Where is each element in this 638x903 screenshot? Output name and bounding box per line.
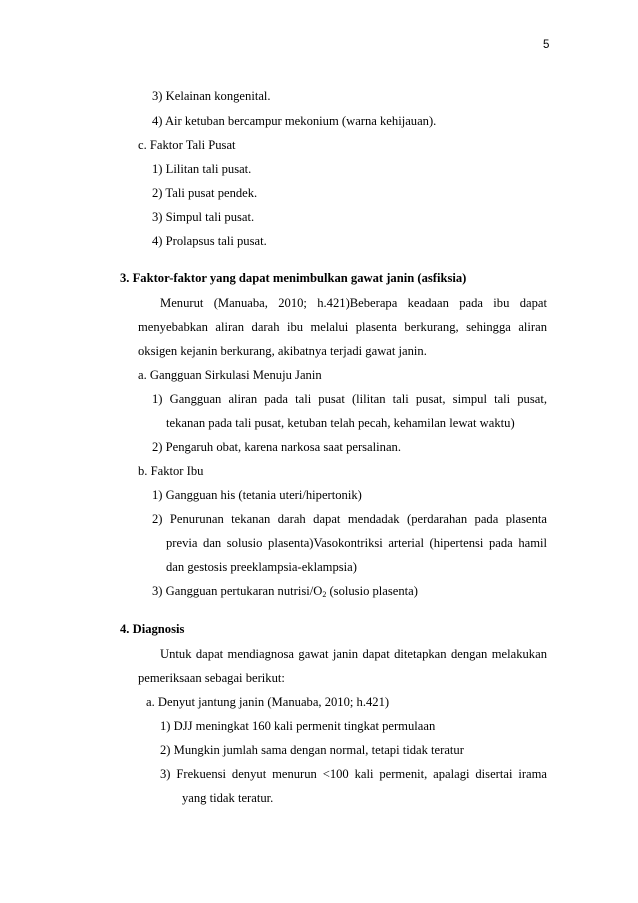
gangguan-pertukaran-text: 3) Gangguan pertukaran nutrisi/O: [152, 584, 323, 598]
list-item-gangguan-aliran-cont: tekanan pada tali pusat, ketuban telah pecah, kehamilan lewat waktu): [166, 416, 515, 430]
list-item-simpul: 3) Simpul tali pusat.: [152, 210, 255, 224]
oxygen-subscript: 2: [322, 590, 327, 599]
list-item-air-ketuban: 4) Air ketuban bercampur mekonium (warna kehijauan).: [152, 114, 437, 128]
subheading-faktor-ibu: b. Faktor Ibu: [138, 464, 204, 478]
page-number: 5: [543, 39, 550, 51]
list-item-pengaruh-obat: 2) Pengaruh obat, karena narkosa saat persalinan.: [152, 440, 401, 454]
list-item-frekuensi-menurun-cont: yang tidak teratur.: [182, 791, 274, 805]
section-4-paragraph-line-2: pemeriksaan sebagai berikut:: [138, 671, 285, 685]
subheading-gangguan-sirkulasi: a. Gangguan Sirkulasi Menuju Janin: [138, 368, 322, 382]
subheading-faktor-tali-pusat: c. Faktor Tali Pusat: [138, 138, 236, 152]
section-3-paragraph-line-2: menyebabkan aliran darah ibu melalui plasenta berkurang, sehingga aliran: [138, 320, 547, 334]
section-4-heading: 4. Diagnosis: [120, 622, 185, 636]
list-item-gangguan-his: 1) Gangguan his (tetania uteri/hipertonik): [152, 488, 362, 502]
list-item-gangguan-pertukaran: [152, 583, 418, 601]
section-3-paragraph-line-1: Menurut (Manuaba, 2010; h.421)Beberapa keadaan pada ibu dapat: [160, 296, 547, 310]
list-item-penurunan-tekanan-cont-1: previa dan solusio plasenta)Vasokontriksi arterial (hipertensi pada hamil: [166, 536, 547, 550]
section-4-paragraph-line-1: Untuk dapat mendiagnosa gawat janin dapat ditetapkan dengan melakukan: [160, 647, 547, 661]
list-item-penurunan-tekanan: 2) Penurunan tekanan darah dapat mendadak (perdarahan pada plasenta: [152, 512, 547, 526]
list-item-jumlah-sama: 2) Mungkin jumlah sama dengan normal, tetapi tidak teratur: [160, 743, 464, 757]
section-3-paragraph-line-3: oksigen kejanin berkurang, akibatnya terjadi gawat janin.: [138, 344, 427, 358]
subheading-denyut-jantung: a. Denyut jantung janin (Manuaba, 2010; h.421): [146, 695, 390, 709]
list-item-gangguan-aliran: 1) Gangguan aliran pada tali pusat (lilitan tali pusat, simpul tali pusat,: [152, 392, 547, 406]
gangguan-pertukaran-tail: (solusio plasenta): [326, 584, 418, 598]
list-item-penurunan-tekanan-cont-2: dan gestosis preeklampsia-eklampsia): [166, 560, 357, 574]
list-item-tali-pendek: 2) Tali pusat pendek.: [152, 186, 258, 200]
list-item-prolapsus: 4) Prolapsus tali pusat.: [152, 234, 267, 248]
list-item-frekuensi-menurun: 3) Frekuensi denyut menurun <100 kali permenit, apalagi disertai irama: [160, 767, 547, 781]
list-item-djj-meningkat: 1) DJJ meningkat 160 kali permenit tingkat permulaan: [160, 719, 436, 733]
list-item-kelainan: 3) Kelainan kongenital.: [152, 89, 271, 103]
section-3-heading: 3. Faktor-faktor yang dapat menimbulkan gawat janin (asfiksia): [120, 271, 467, 285]
list-item-lilitan: 1) Lilitan tali pusat.: [152, 162, 252, 176]
